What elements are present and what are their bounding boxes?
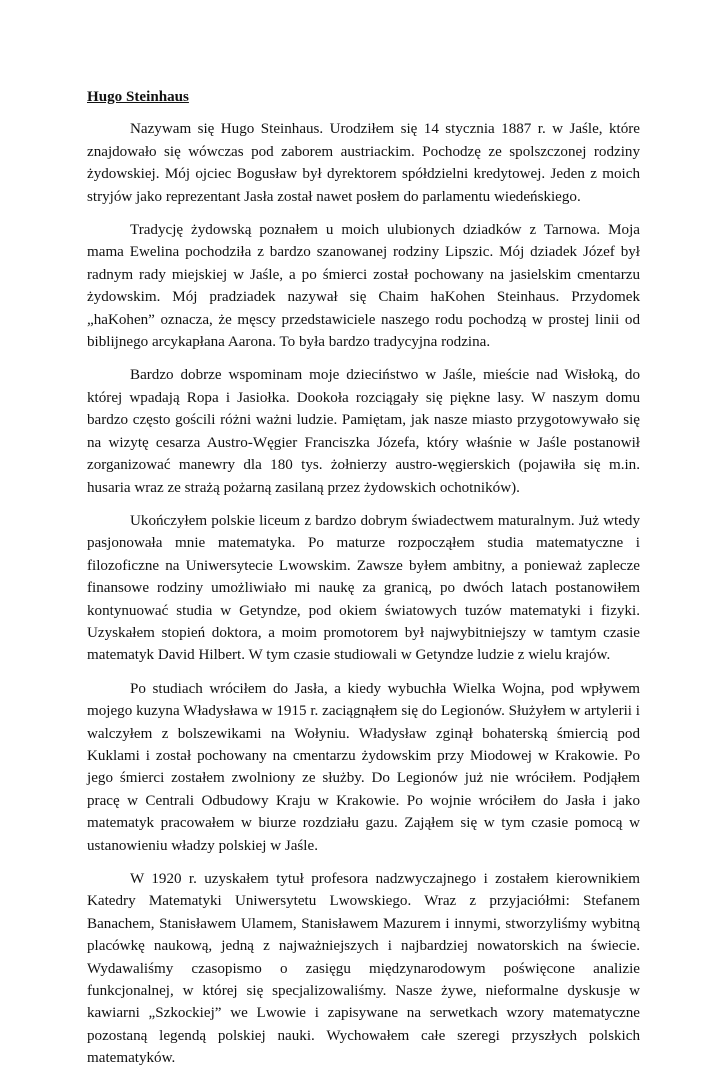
- paragraph-3: Bardzo dobrze wspominam moje dzieciństwo w Jaśle, mieście nad Wisłoką, do której wpadają Ropa i Jasiołka. Dookoła rozciągały się piękne lasy. W naszym domu bardzo często gościli różni ważni ludzie. Pamiętam, jak nasze miasto przygotowywało się na wizytę cesarza Austro-Węgier Franciszka Józefa, który właśnie w Jaśle postanowił zorganizować manewry dla 180 tys. żołnierzy austro-węgierskich (pojawiła się m.in. husaria wraz ze strażą pożarną zasilaną przez żydowskich ochotników).: [87, 367, 640, 496]
- paragraph-5: Po studiach wróciłem do Jasła, a kiedy wybuchła Wielka Wojna, pod wpływem mojego kuzyna Władysława w 1915 r. zaciągnąłem się do Legionów. Służyłem w artylerii i walczyłem z bolszewikami na Wołyniu. Władysław zginął bohaterską śmiercią pod Kuklami i został pochowany na cmentarzu żydowskim przy Miodowej w Krakowie. Po jego śmierci zostałem zwolniony ze służby. Do Legionów już nie wróciłem. Podjąłem pracę w Centrali Odbudowy Kraju w Krakowie. Po wojnie wróciłem do Jasła i jako matematyk pracowałem w biurze rozdziału gazu. Zająłem się w tym czasie pomocą w ustanowieniu władzy polskiej w Jaśle.: [87, 680, 640, 854]
- document-body: [87, 86, 640, 1081]
- paragraph-4: Ukończyłem polskie liceum z bardzo dobrym świadectwem maturalnym. Już wtedy pasjonowała mnie matematyka. Po maturze rozpocząłem studia matematyczne i filozoficzne na Uniwersytecie Lwowskim. Zawsze byłem ambitny, a ponieważ zaplecze finansowe rodziny umożliwiało mi naukę za granicą, po dwóch latach postanowiłem kontynuować studia w Getyndze, pod okiem światowych tuzów matematyki i fizyki. Uzyskałem stopień doktora, a moim promotorem był najwybitniejszy w tamtym czasie matematyk David Hilbert. W tym czasie studiowali w Getyndze ludzie z wielu krajów.: [87, 512, 640, 664]
- paragraph-1: Nazywam się Hugo Steinhaus. Urodziłem się 14 stycznia 1887 r. w Jaśle, które znajdowało się wówczas pod zaborem austriackim. Pochodzę ze spolszczonej rodziny żydowskiej. Mój ojciec Bogusław był dyrektorem spółdzielni kredytowej. Jeden z moich stryjów jako reprezentant Jasła został nawet posłem do parlamentu wiedeńskiego.: [87, 121, 640, 205]
- paragraph-6: W 1920 r. uzyskałem tytuł profesora nadzwyczajnego i zostałem kierownikiem Katedry Matematyki Uniwersytetu Lwowskiego. Wraz z przyjaciółmi: Stefanem Banachem, Stanisławem Ulamem, Stanisławem Mazurem i innymi, stworzyliśmy wybitną placówkę naukową, jedną z najważniejszych i najbardziej nowatorskich na świecie. Wydawaliśmy czasopismo o zasięgu międzynarodowym poświęcone analizie funkcjonalnej, w której się specjalizowaliśmy. Nasze żywe, nieformalne dyskusje w kawiarni „Szkockiej” we Lwowie i zapisywane na serwetkach wzory matematyczne pozostaną legendą polskiej nauki. Wychowałem całe szeregi przyszłych polskich matematyków.: [87, 871, 640, 1067]
- document-title: Hugo Steinhaus: [87, 89, 189, 105]
- paragraph-2: Tradycję żydowską poznałem u moich ulubionych dziadków z Tarnowa. Moja mama Ewelina pochodziła z bardzo szanowanej rodziny Lipszic. Mój dziadek Józef był radnym rady miejskiej w Jaśle, a po śmierci został pochowany na jasielskim cmentarzu żydowskim. Mój pradziadek nazywał się Chaim haKohen Steinhaus. Przydomek „haKohen” oznacza, że męscy przedstawiciele naszego rodu pochodzą w prostej linii od biblijnego arcykapłana Aarona. To była bardzo tradycyjna rodzina.: [87, 222, 640, 351]
